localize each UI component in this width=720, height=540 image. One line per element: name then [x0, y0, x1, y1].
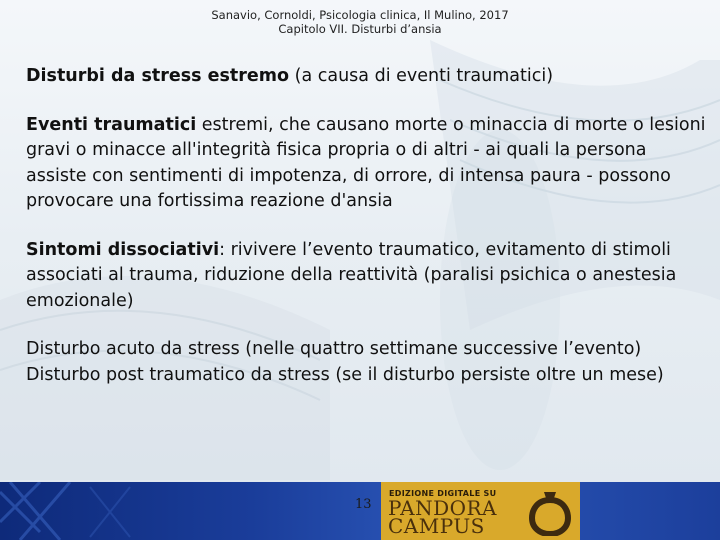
- paragraph-text: (a causa di eventi traumatici): [289, 66, 554, 86]
- paragraph-text: : rivivere l’evento traumatico, evitamento di stimoli associati al trauma, riduzione della reattività (paralisi psichica o anestesia emozionale): [26, 239, 677, 311]
- acute-stress-disorder-text: Disturbo acuto da stress (nelle quattro settimane successive l’evento): [26, 339, 642, 359]
- bold-term: Sintomi dissociativi: [26, 239, 220, 260]
- badge-title: [388, 496, 497, 538]
- paragraph-extreme-stress: [26, 64, 706, 90]
- paragraph-dissociative-symptoms: [26, 238, 706, 315]
- ptsd-text: Disturbo post traumatico da stress (se il disturbo persiste oltre un mese): [26, 364, 664, 385]
- bold-term: Disturbi da stress estremo: [26, 66, 290, 86]
- paragraph-text: estremi, che causano morte o minaccia di morte o lesioni gravi o minacce all'integrità fisica propria o di altri - ai quali la persona assiste con sentimenti di impotenza, di orrore, di intensa paura - possono provocare una fortissima reazione d'ansia: [26, 114, 706, 211]
- badge-caption: EDIZIONE DIGITALE SU: [389, 489, 497, 498]
- slide-header: [0, 8, 720, 36]
- pandora-vase-logo-icon: [527, 488, 573, 536]
- header-chapter: Capitolo VII. Disturbi d’ansia: [278, 22, 442, 36]
- paragraph-traumatic-events: [26, 113, 706, 215]
- slide-body: [26, 64, 706, 388]
- badge-title-line1: PANDORA: [388, 496, 497, 520]
- paragraph-disorders: [26, 337, 706, 388]
- page-number: 13: [355, 497, 372, 512]
- bold-term: Eventi traumatici: [26, 114, 197, 135]
- badge-title-line2: CAMPUS: [388, 514, 485, 538]
- footer-pattern-decoration: [0, 482, 300, 540]
- header-citation: Sanavio, Cornoldi, Psicologia clinica, Il Mulino, 2017: [211, 8, 509, 22]
